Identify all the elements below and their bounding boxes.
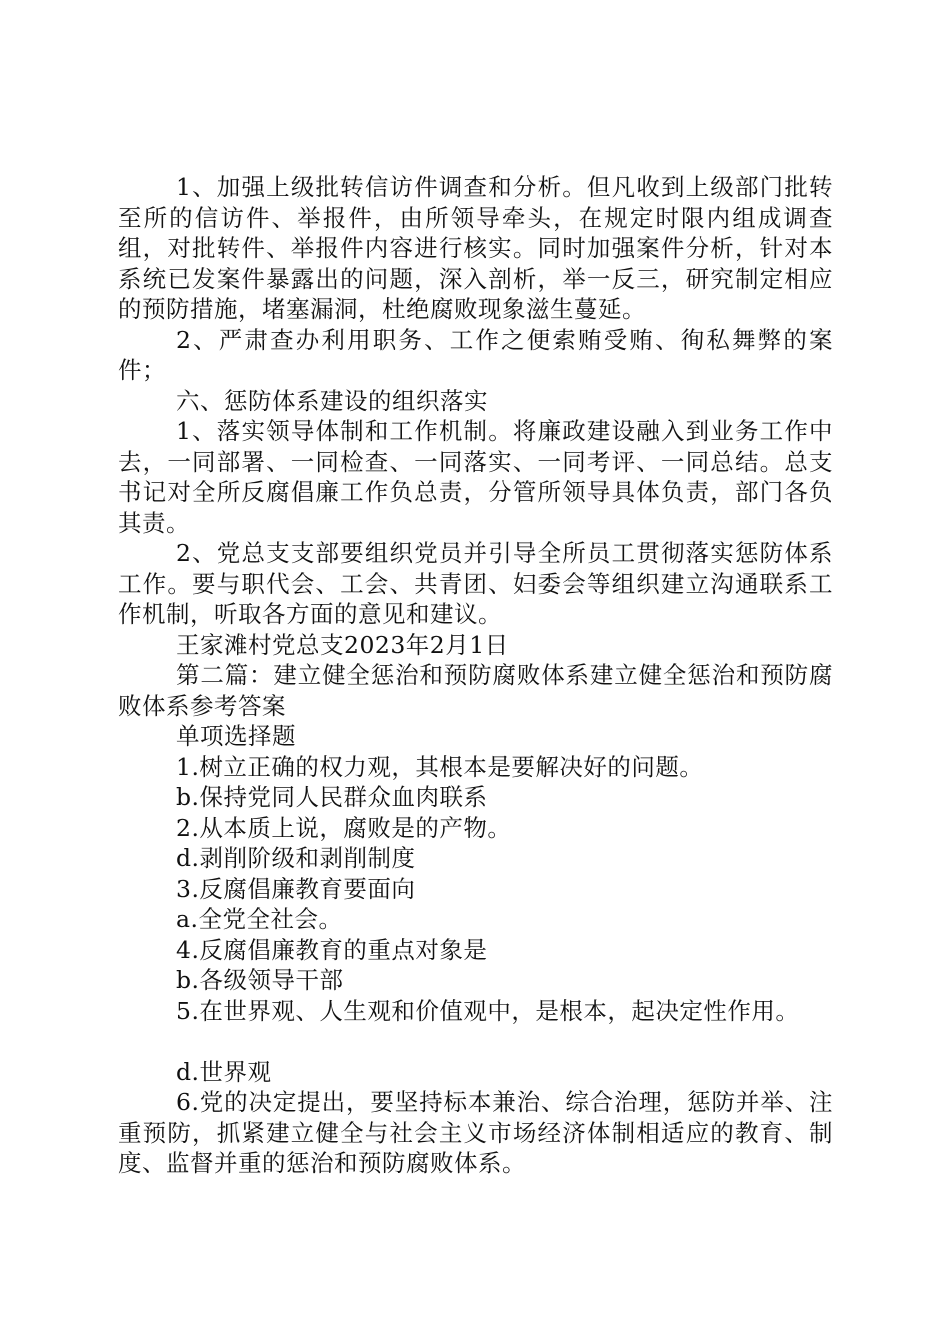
question-5: 5.在世界观、人生观和价值观中，是根本，起决定性作用。: [176, 996, 800, 1025]
answer-3: a.全党全社会。: [176, 905, 343, 933]
answer-5: d.世界观: [176, 1057, 272, 1086]
question-2: 2.从本质上说，腐败是的产物。: [176, 813, 512, 842]
section-heading-single-choice: 单项选择题: [176, 722, 296, 750]
section-heading-six: 六、惩防体系建设的组织落实: [176, 386, 488, 415]
question-4: 4.反腐倡廉教育的重点对象是: [176, 935, 488, 964]
paragraph-letter-investigation: 1、加强上级批转信访件调查和分析。但凡收到上级部门批转至所的信访件、举报件，由所领导牵头，在规定时限内组成调查组，对批转件、举报件内容进行核实。同时加强案件分析，针对本系统已发案件暴露出的问题，深入剖析，举一反三，研究制定相应的预防措施，堵塞漏洞，杜绝腐败现象滋生蔓延。: [118, 173, 833, 323]
signature-date-line: 王家滩村党总支2023年2月1日: [176, 630, 509, 659]
paragraph-party-branch: 2、党总支支部要组织党员并引导全所员工贯彻落实惩防体系工作。要与职代会、工会、共青团、妇委会等组织建立沟通联系工作机制，听取各方面的意见和建议。: [118, 539, 833, 628]
question-6: 6.党的决定提出，要坚持标本兼治、综合治理，惩防并举、注重预防，抓紧建立健全与社会主义市场经济体制相适应的教育、制度、监督并重的惩治和预防腐败体系。: [118, 1088, 833, 1177]
article-two-title: 第二篇：建立健全惩治和预防腐败体系建立健全惩治和预防腐败体系参考答案: [118, 661, 833, 720]
question-1: 1.树立正确的权力观，其根本是要解决好的问题。: [176, 752, 704, 781]
paragraph-leadership-system: 1、落实领导体制和工作机制。将廉政建设融入到业务工作中去，一同部署、一同检查、一同落实、一同考评、一同总结。总支书记对全所反腐倡廉工作负总责，分管所领导具体负责，部门各负其责。: [118, 417, 833, 537]
answer-4: b.各级领导干部: [176, 966, 344, 994]
document-body: [118, 172, 833, 1179]
paragraph-case-handling: 2、严肃查办利用职务、工作之便索贿受贿、徇私舞弊的案件；: [118, 325, 833, 384]
blank-line: [118, 1026, 833, 1057]
question-3: 3.反腐倡廉教育要面向: [176, 874, 416, 903]
answer-1: b.保持党同人民群众血肉联系: [176, 783, 488, 811]
answer-2: d.剥削阶级和剥削制度: [176, 844, 416, 872]
